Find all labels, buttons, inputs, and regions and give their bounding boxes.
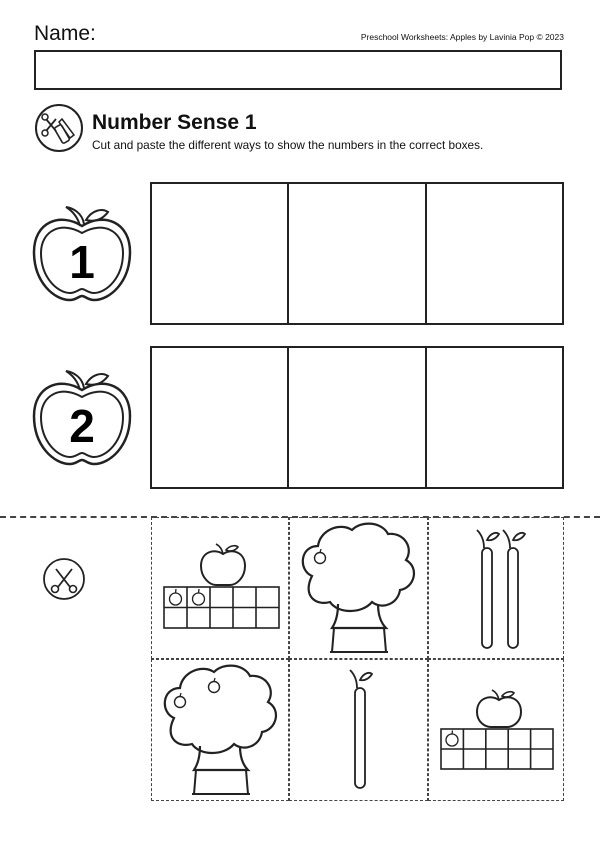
cutout-card[interactable] [428,659,564,801]
apple-number-1-label: 1 [69,236,95,288]
worksheet-title: Number Sense 1 [92,111,257,134]
tree-one-apple [290,518,429,660]
ten-frame-two-apples [152,518,290,660]
cutout-card[interactable] [151,659,289,801]
cut-paste-icon [34,103,84,153]
paste-box[interactable] [287,348,424,487]
ten-frame-one-apple [429,660,565,802]
name-field[interactable] [34,50,562,90]
instructions-text: Cut and paste the different ways to show the numbers in the correct boxes. [92,138,484,152]
paste-row-1 [150,182,564,325]
tally-one-stick [290,660,429,802]
name-label: Name: [34,22,96,45]
apple-number-2 [30,368,134,468]
scissors-icon [42,557,86,601]
paste-row-2 [150,346,564,489]
paste-box[interactable] [152,184,287,323]
paste-box[interactable] [425,348,562,487]
cutout-card[interactable] [289,659,428,801]
apple-number-2-label: 2 [69,400,95,452]
cutout-card[interactable] [428,517,564,659]
credit-text: Preschool Worksheets: Apples by Lavinia Pop © 2023 [360,32,564,42]
paste-box[interactable] [287,184,424,323]
cutout-card[interactable] [151,517,289,659]
apple-number-1 [30,204,134,304]
tree-two-apples [152,660,290,802]
cutout-card[interactable] [289,517,428,659]
paste-box[interactable] [152,348,287,487]
paste-box[interactable] [425,184,562,323]
tally-two-sticks [429,518,565,660]
